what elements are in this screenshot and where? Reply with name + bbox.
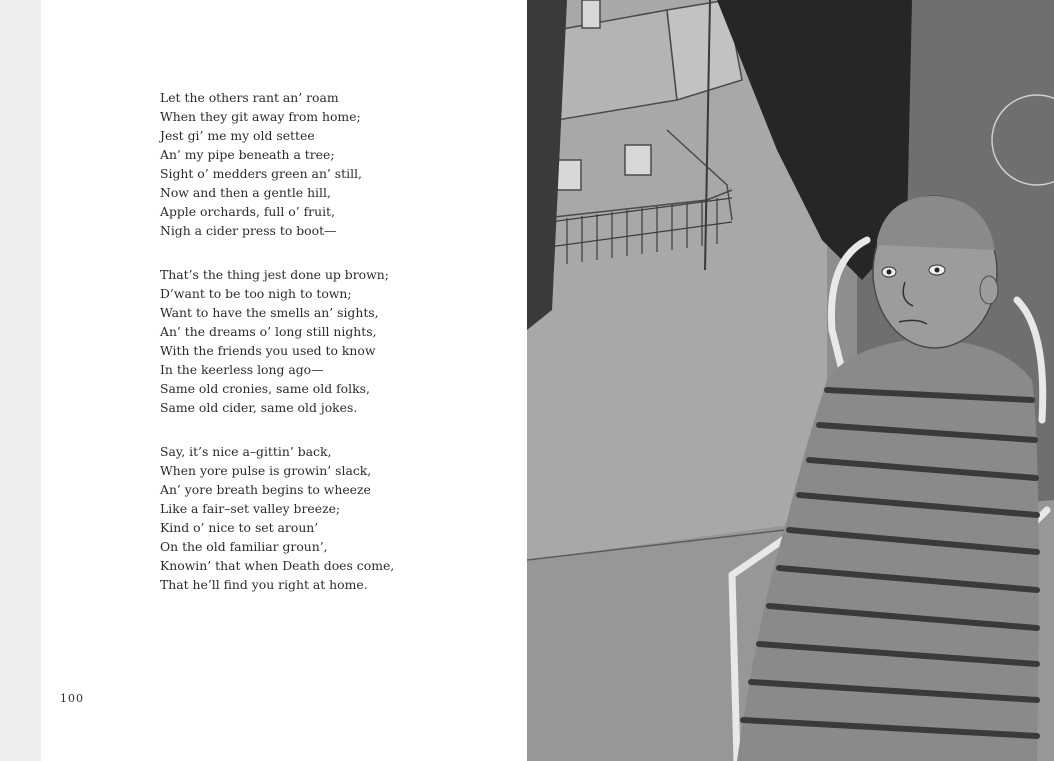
stanza-3 (160, 442, 490, 594)
poem-line: Want to have the smells an’ sights, (160, 305, 379, 320)
figure-head (873, 196, 998, 348)
poem-line: An’ my pipe beneath a tree; (160, 147, 335, 162)
poem-line: In the keerless long ago— (160, 362, 324, 377)
poem-line: Apple orchards, full o’ fruit, (160, 204, 335, 219)
poem (160, 88, 490, 619)
poem-line: Knowin’ that when Death does come, (160, 558, 395, 573)
page-number: 100 (60, 692, 84, 705)
stanza-2 (160, 265, 490, 417)
illustration (527, 0, 1054, 761)
poem-line: Say, it’s nice a–gittin’ back, (160, 444, 332, 459)
poem-line: With the friends you used to know (160, 343, 376, 358)
poem-line: When they git away from home; (160, 109, 361, 124)
illustration-svg (527, 0, 1054, 761)
poem-line: That’s the thing jest done up brown; (160, 267, 389, 282)
stanza-1 (160, 88, 490, 240)
poem-line: Jest gi’ me my old settee (160, 128, 315, 143)
poem-line: Same old cider, same old jokes. (160, 400, 358, 415)
poem-line: Same old cronies, same old folks, (160, 381, 370, 396)
poem-line: On the old familiar groun’, (160, 539, 328, 554)
poem-line: Let the others rant an’ roam (160, 90, 339, 105)
text-page (41, 0, 527, 761)
poem-line: D’want to be too nigh to town; (160, 286, 352, 301)
poem-line: Nigh a cider press to boot— (160, 223, 337, 238)
poem-line: Kind o’ nice to set aroun’ (160, 520, 319, 535)
poem-line: When yore pulse is growin’ slack, (160, 463, 372, 478)
page-gutter (0, 0, 41, 761)
poem-line: An’ the dreams o’ long still nights, (160, 324, 377, 339)
poem-line: An’ yore breath begins to wheeze (160, 482, 371, 497)
poem-line: Now and then a gentle hill, (160, 185, 331, 200)
poem-line: Like a fair–set valley breeze; (160, 501, 341, 516)
poem-line: That he’ll find you right at home. (160, 577, 368, 592)
poem-line: Sight o’ medders green an’ still, (160, 166, 362, 181)
